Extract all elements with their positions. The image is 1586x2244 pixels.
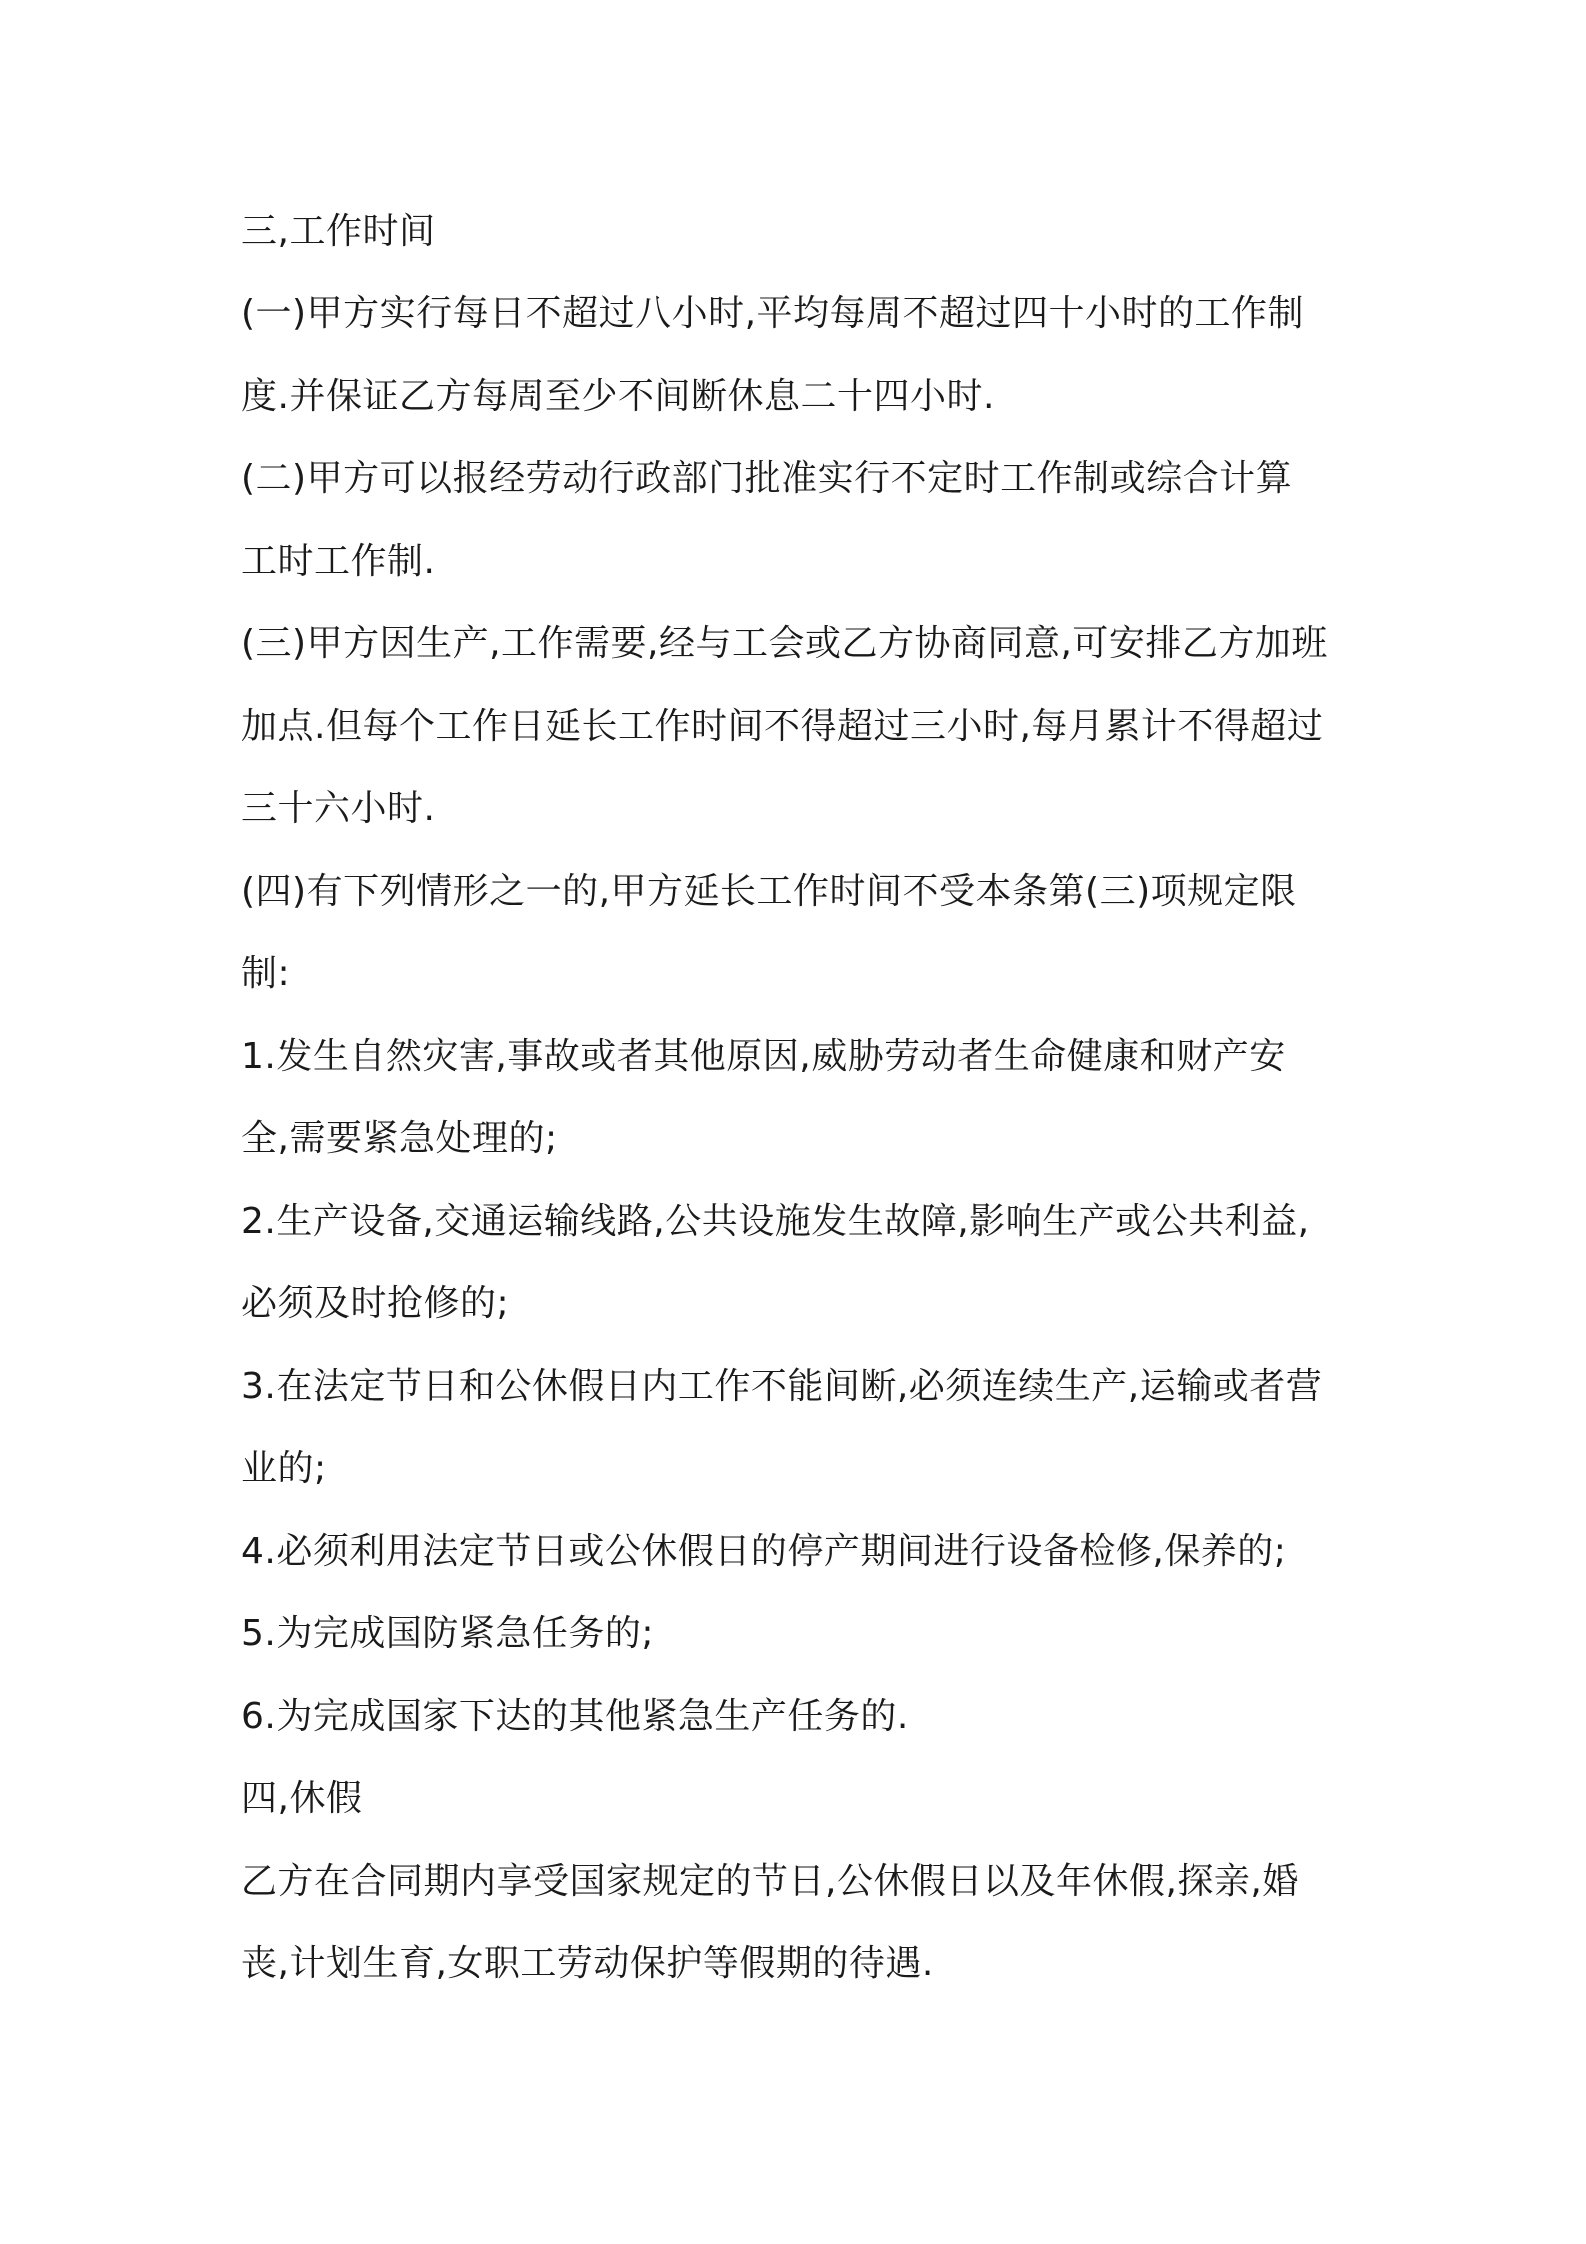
paragraph-line: 加点.但每个工作日延长工作时间不得超过三小时,每月累计不得超过 bbox=[241, 706, 1324, 747]
list-item-line: 5.为完成国防紧急任务的; bbox=[241, 1613, 654, 1654]
list-item-line: 3.在法定节日和公休假日内工作不能间断,必须连续生产,运输或者营 bbox=[241, 1366, 1323, 1407]
paragraph-line: 三十六小时. bbox=[241, 788, 436, 829]
paragraph-line: (一)甲方实行每日不超过八小时,平均每周不超过四十小时的工作制 bbox=[241, 293, 1305, 334]
section-heading-leave: 四,休假 bbox=[241, 1778, 363, 1819]
paragraph-line: 制: bbox=[241, 953, 291, 994]
section-heading-work-hours: 三,工作时间 bbox=[241, 211, 436, 252]
paragraph-line: 工时工作制. bbox=[241, 541, 436, 582]
paragraph-line: (四)有下列情形之一的,甲方延长工作时间不受本条第(三)项规定限 bbox=[241, 871, 1297, 912]
paragraph-line: 丧,计划生育,女职工劳动保护等假期的待遇. bbox=[241, 1943, 934, 1984]
list-item-line: 4.必须利用法定节日或公休假日的停产期间进行设备检修,保养的; bbox=[241, 1531, 1287, 1572]
list-item-line: 全,需要紧急处理的; bbox=[241, 1118, 558, 1159]
paragraph-line: (二)甲方可以报经劳动行政部门批准实行不定时工作制或综合计算 bbox=[241, 458, 1293, 499]
list-item-line: 2.生产设备,交通运输线路,公共设施发生故障,影响生产或公共利益, bbox=[241, 1201, 1310, 1242]
list-item-line: 6.为完成国家下达的其他紧急生产任务的. bbox=[241, 1696, 909, 1737]
paragraph-line: (三)甲方因生产,工作需要,经与工会或乙方协商同意,可安排乙方加班 bbox=[241, 623, 1328, 664]
list-item-line: 必须及时抢修的; bbox=[241, 1283, 510, 1324]
list-item-line: 1.发生自然灾害,事故或者其他原因,威胁劳动者生命健康和财产安 bbox=[241, 1036, 1286, 1077]
list-item-line: 业的; bbox=[241, 1448, 327, 1489]
paragraph-line: 度.并保证乙方每周至少不间断休息二十四小时. bbox=[241, 376, 995, 417]
paragraph-line: 乙方在合同期内享受国家规定的节日,公休假日以及年休假,探亲,婚 bbox=[241, 1861, 1299, 1902]
